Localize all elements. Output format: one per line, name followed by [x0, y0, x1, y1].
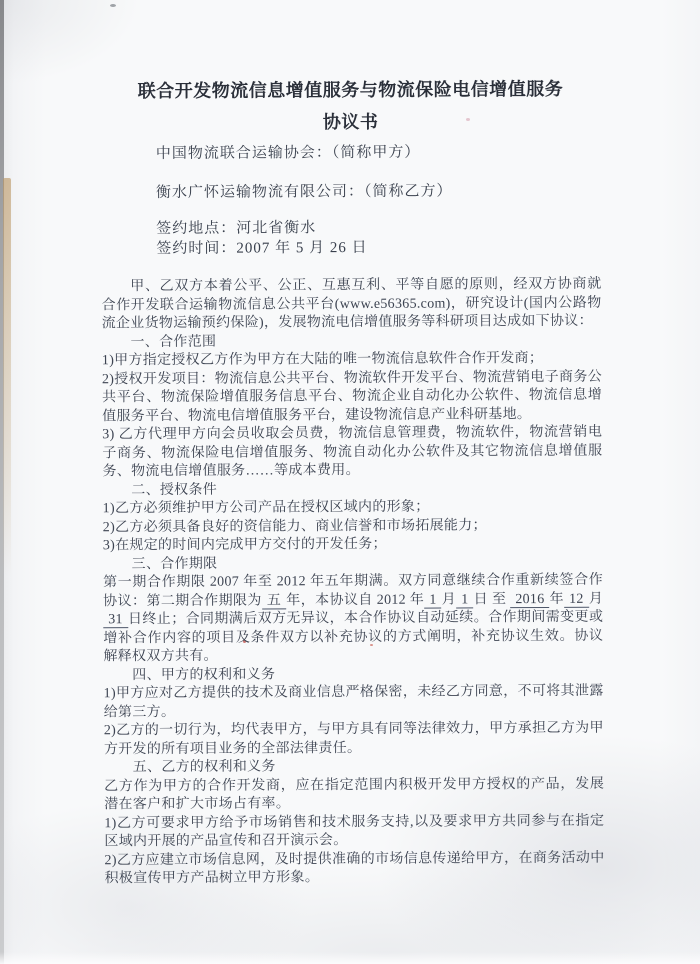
party-a-line: 中国物流联合运输协会：（简称甲方） — [155, 144, 421, 163]
section5-heading: 五、乙方的权利和义务 — [132, 759, 276, 776]
blank-start-day: 1 — [456, 592, 473, 608]
term-text: 第一期合作期限 2007 年至 2012 年五年期满。双方同意继续合作重新续签合作协议：第二期合作期限为 — [103, 572, 604, 609]
scan-edge-tan-strip — [3, 178, 11, 576]
intro-paragraph: 甲、乙双方本着公平、公正、互惠互利、平等自愿的原则，经双方协商就合作开发联合运输物流信息公共平台(www.e56365.com)，研究设计(国内公路物流企业货物运输预约保险)，发展物流电信增值服务等科研项目达成如下协议： — [101, 276, 602, 332]
section4-heading: 四、甲方的权利和义务 — [132, 666, 276, 683]
section5-item2: 2)乙方应建立市场信息网，及时提供准确的市场信息传递给甲方，在商务活动中积极宣传甲方产品树立甲方形象。 — [104, 850, 605, 887]
blank-end-year: 2016 — [510, 591, 549, 607]
section2-item3: 3)在规定的时间内完成甲方交付的开发任务； — [102, 536, 387, 554]
blank-end-day: 31 — [103, 612, 128, 628]
document-content — [100, 0, 605, 889]
term-text: 年 — [549, 591, 565, 607]
document-title-line2: 协议书 — [322, 111, 379, 133]
section4-item2: 2)乙方的一切行为，均代表甲方，与甲方具有同等法律效力，甲方承担乙方为甲方开发的所有项目业务的全部法律责任。 — [103, 720, 604, 757]
section3-heading: 三、合作期限 — [131, 556, 218, 572]
signing-place-line: 签约地点：河北省衡水 — [156, 220, 317, 238]
scan-bottom-edge — [0, 952, 700, 964]
signing-date-line: 签约时间：2007 年 5 月 26 日 — [156, 239, 368, 258]
term-text: 年，本协议自 2012 年 — [286, 592, 425, 608]
section5-paragraph: 乙方作为甲方的合作开发商，应在指定范围内积极开发甲方授权的产品，发展潜在客户和扩大市场占有率。 — [104, 776, 605, 813]
document-title-line1: 联合开发物流信息增值服务与物流保险电信增值服务 — [137, 78, 564, 102]
section2-item2: 2)乙方必须具备良好的资信能力、商业信誉和市场拓展能力； — [102, 517, 487, 535]
section1-item3: 3) 乙方代理甲方向会员收取会员费，物流信息管理费，物流软件，物流营销电子商务、物流保险电信增值服务、物流自动化办公软件及其它物流信息增值服务、物流电信增值服务……等成本费用。 — [102, 424, 603, 480]
section5-item1: 1)乙方可要求甲方给予市场销售和技术服务支持,以及要求甲方共同参与在指定区域内开展的产品宣传和召开演示会。 — [104, 813, 605, 850]
blank-end-month: 12 — [564, 591, 589, 607]
section1-item1: 1)甲方指定授权乙方作为甲方在大陆的唯一物流信息软件合作开发商； — [101, 350, 544, 369]
party-b-line: 衡水广怀运输物流有限公司：（简称乙方） — [155, 183, 453, 202]
document-body — [101, 276, 604, 889]
section2-item1: 1)乙方必须维护甲方公司产品在授权区域内的形象； — [102, 499, 430, 517]
term-text: 月 — [441, 591, 457, 608]
section4-item1: 1)甲方应对乙方提供的技术及商业信息严格保密，未经乙方同意，不可将其泄露给第三方。 — [103, 683, 604, 720]
term-text: 日 至 — [473, 591, 511, 607]
blank-start-month: 1 — [424, 592, 441, 608]
section1-heading: 一、合作范围 — [130, 334, 217, 350]
term-text: 日终止；合同期满后双方无异议，本合作协议自动延续。合作期间需变更或增补合作内容的项目及条件双方以补充协议的方式阐明，补充协议生效。协议解释权双方共有。 — [103, 609, 604, 665]
section3-paragraph — [103, 572, 603, 667]
section2-heading: 二、授权条件 — [131, 482, 218, 498]
section1-item2: 2)授权开发项目：物流信息公共平台、物流软件开发平台、物流营销电子商务公共平台、物流保险增值服务信息平台、物流企业自动化办公软件、物流信息增值服务平台、物流电信增值服务平台，建设物流信息产业科研基地。 — [101, 369, 603, 424]
blank-term-years: 五 — [262, 593, 287, 609]
term-text: 月 — [588, 591, 604, 607]
